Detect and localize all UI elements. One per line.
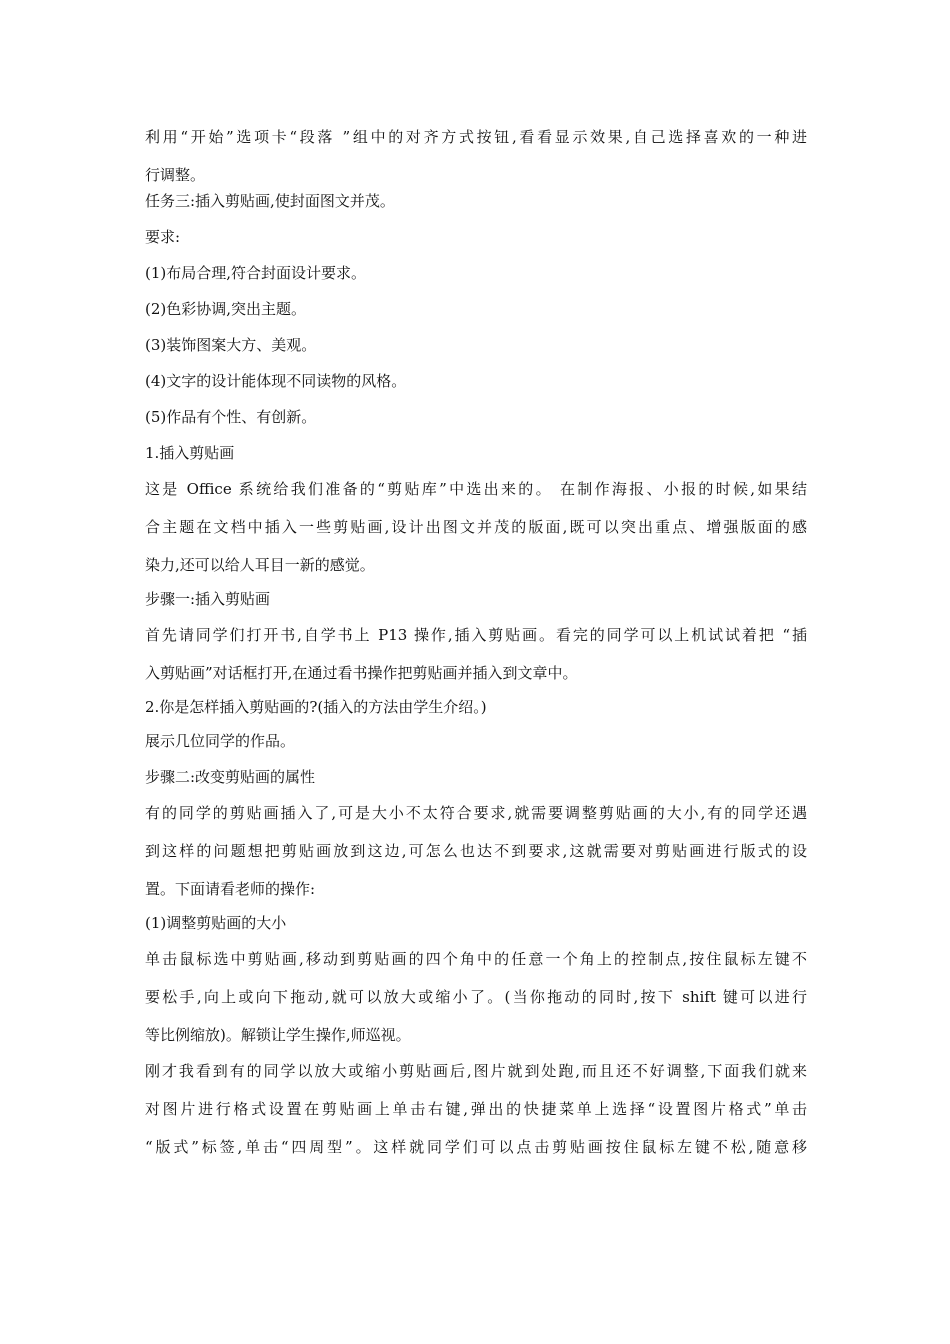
- requirement-item-1: (1)布局合理,符合封面设计要求。: [145, 264, 367, 282]
- section-heading-insert-clipart: 1.插入剪贴画: [145, 444, 235, 462]
- document-body: [145, 124, 807, 1160]
- text-line-18: 展示几位同学的作品。: [145, 732, 296, 750]
- text-line-1: 利用“开始”选项卡“段落 ”组中的对齐方式按钮,看看显示效果,自己选择喜欢的一种进: [145, 128, 807, 146]
- text-line-28: 对图片进行格式设置在剪贴画上单击右键,弹出的快捷菜单上选择“设置图片格式”单击: [145, 1100, 807, 1118]
- text-line-29: “版式”标签,单击“四周型”。这样就同学们可以点击剪贴画按住鼠标左键不松,随意移: [145, 1138, 807, 1156]
- requirement-item-5: (5)作品有个性、有创新。: [145, 408, 317, 426]
- question-heading: 2.你是怎样插入剪贴画的?(插入的方法由学生介绍。): [145, 698, 487, 716]
- subsection-heading-resize: (1)调整剪贴画的大小: [145, 914, 287, 932]
- text-line-16: 入剪贴画”对话框打开,在通过看书操作把剪贴画并插入到文章中。: [145, 664, 578, 682]
- requirement-item-2: (2)色彩协调,突出主题。: [145, 300, 307, 318]
- text-line-25: 要松手,向上或向下拖动,就可以放大或缩小了。(当你拖动的同时,按下 shift 键可以进行: [145, 988, 807, 1006]
- text-line-20: 有的同学的剪贴画插入了,可是大小不太符合要求,就需要调整剪贴画的大小,有的同学还遇: [145, 804, 807, 822]
- text-line-15: 首先请同学们打开书,自学书上 P13 操作,插入剪贴画。看完的同学可以上机试试着把 “插: [145, 626, 807, 644]
- requirement-item-4: (4)文字的设计能体现不同读物的风格。: [145, 372, 407, 390]
- text-line-21: 到这样的问题想把剪贴画放到这边,可怎么也达不到要求,这就需要对剪贴画进行版式的设: [145, 842, 807, 860]
- text-line-11: 这是 Office 系统给我们准备的“剪贴库”中选出来的。 在制作海报、小报的时候,如果结: [145, 480, 807, 498]
- step-one-heading: 步骤一:插入剪贴画: [145, 590, 271, 608]
- text-line-26: 等比例缩放)。解锁让学生操作,师巡视。: [145, 1026, 411, 1044]
- task-three-heading: 任务三:插入剪贴画,使封面图文并茂。: [145, 192, 395, 210]
- requirements-heading: 要求:: [145, 228, 181, 246]
- requirement-item-3: (3)装饰图案大方、美观。: [145, 336, 317, 354]
- text-line-22: 置。下面请看老师的操作:: [145, 880, 316, 898]
- text-line-2: 行调整。: [145, 166, 206, 184]
- text-line-13: 染力,还可以给人耳目一新的感觉。: [145, 556, 375, 574]
- text-line-12: 合主题在文档中插入一些剪贴画,设计出图文并茂的版面,既可以突出重点、增强版面的感: [145, 518, 807, 536]
- step-two-heading: 步骤二:改变剪贴画的属性: [145, 768, 316, 786]
- text-line-24: 单击鼠标选中剪贴画,移动到剪贴画的四个角中的任意一个角上的控制点,按住鼠标左键不: [145, 950, 807, 968]
- text-line-27: 刚才我看到有的同学以放大或缩小剪贴画后,图片就到处跑,而且还不好调整,下面我们就来: [145, 1062, 807, 1080]
